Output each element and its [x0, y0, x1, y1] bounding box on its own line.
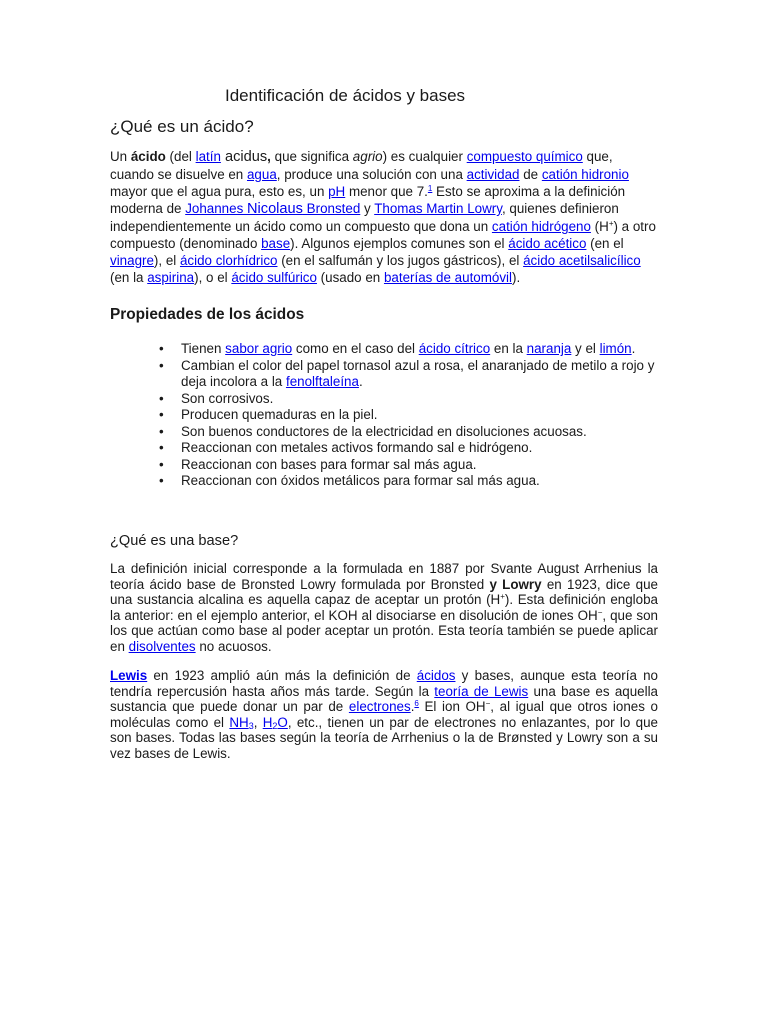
bullet: • — [159, 423, 164, 439]
term-acidus: acidus — [220, 149, 268, 165]
link-cation-hidrogeno[interactable]: catión hidrógeno — [491, 219, 591, 234]
text: y bases, aunque esta teoría no tendría repercusión hasta años más tarde. Según la — [110, 668, 658, 699]
link-acido-acetico[interactable]: ácido acético — [508, 236, 587, 251]
text: Esto se aproxima a la definición moderna de — [110, 184, 626, 216]
link-nh3[interactable] — [229, 715, 253, 730]
bullet: • — [159, 341, 164, 356]
text: ). Esta definición engloba la anterior: en el ejemplo anterior, el KOH al disociarse en disolución de iones OH — [110, 592, 659, 623]
bullet: • — [159, 456, 164, 472]
text: mayor que el agua pura, esto es, un — [110, 184, 329, 199]
link-ph[interactable]: pH — [328, 184, 346, 199]
text: Tienen — [181, 341, 226, 356]
link-aspirina[interactable]: aspirina — [147, 270, 195, 285]
document-title: Identificación de ácidos y bases — [225, 86, 466, 105]
link-part: H — [262, 714, 273, 730]
link-baterias-de-automovil[interactable]: baterías de automóvil — [383, 270, 512, 285]
text: La definición inicial corresponde a la formulada en 1887 por Svante August Arrhenius la teoría ácido base de Bronsted Lowry formulada por Bronsted — [110, 561, 658, 592]
link-compuesto-quimico[interactable]: compuesto químico — [466, 149, 583, 164]
superscript-plus: + — [500, 592, 505, 601]
text: de — [519, 167, 542, 182]
bullet: • — [159, 390, 164, 406]
text: (en el salfumán y los jugos gástricos), el — [277, 253, 524, 268]
text: una base es aquella sustancia que puede donar un par de — [110, 683, 659, 714]
text: (en la — [110, 270, 148, 285]
link-acido-clorhidrico[interactable]: ácido clorhídrico — [179, 253, 278, 268]
text: (usado en — [316, 270, 384, 285]
text: , etc., tienen un par de electrones no enlazantes, por lo que son bases. Todas las bases según la teoría de Arrhenius o la de Brønsted y Lowry son a su vez bases de Lewis. — [110, 714, 658, 761]
link-part: Johannes — [185, 201, 247, 216]
text: en 1923, dice que una sustancia alcalina es aquella capaz de aceptar un protón (H — [110, 576, 658, 607]
properties-heading: Propiedades de los ácidos — [110, 306, 305, 323]
link-acidos[interactable]: ácidos — [416, 668, 456, 683]
reference-6[interactable]: 6 — [414, 699, 419, 708]
link-fenolftaleina[interactable]: fenolftaleína — [285, 374, 359, 389]
link-sabor-agrio[interactable]: sabor agrio — [225, 341, 293, 356]
text: (H — [590, 219, 609, 234]
text: , produce una solución con una — [276, 167, 467, 182]
bullet: • — [159, 440, 164, 455]
text: ), el — [153, 253, 180, 268]
text: . — [631, 341, 636, 356]
text: como en el caso del — [292, 341, 419, 356]
link-part: NH — [229, 714, 249, 730]
text: Reaccionan con metales activos formando sal e hidrógeno. — [181, 440, 533, 455]
link-part: Nicolaus — [246, 201, 303, 217]
text: ). Algunos ejemplos comunes son el — [290, 236, 509, 251]
term-y-lowry: y Lowry — [489, 576, 542, 592]
text: (del — [165, 149, 196, 164]
text: , quienes definieron independientemente un ácido como un compuesto que dona un — [110, 201, 619, 234]
list-item — [159, 358, 655, 391]
link-lewis[interactable]: Lewis — [110, 668, 148, 683]
link-cation-hidronio[interactable]: catión hidronio — [541, 167, 629, 182]
link-disolventes[interactable]: disolventes — [128, 638, 196, 654]
link-part: Bro — [302, 201, 328, 216]
link-naranja[interactable]: naranja — [526, 341, 572, 356]
link-part: nsted — [327, 201, 361, 216]
reference-1[interactable]: 1 — [427, 184, 433, 193]
lewis-paragraph — [110, 668, 658, 761]
list-item — [159, 473, 655, 490]
text: Son corrosivos. — [181, 390, 274, 406]
link-limon[interactable]: limón — [599, 341, 632, 356]
text: que significa — [270, 149, 353, 164]
link-teoria-de-lewis[interactable]: teoría de Lewis — [434, 683, 529, 699]
acid-heading: ¿Qué es un ácido? — [110, 117, 254, 136]
text: ). — [511, 270, 521, 285]
text: (en el — [586, 236, 624, 251]
list-item — [159, 407, 655, 424]
link-latin[interactable]: latín — [195, 149, 221, 164]
link-actividad[interactable]: actividad — [466, 167, 520, 182]
subscript: 3 — [248, 720, 254, 731]
text: , que son los que actúan como base al poder aceptar un protón. Esta teoría también se puede aplicar en — [110, 607, 659, 654]
text: ) es cualquier — [382, 149, 467, 164]
text: no acuosos. — [195, 638, 272, 654]
link-acido-sulfurico[interactable]: ácido sulfúrico — [231, 270, 317, 285]
text: y — [360, 201, 375, 216]
text: Cambian el color del papel tornasol azul a rosa, el anaranjado de metilo a rojo y deja incolora a la — [181, 357, 655, 389]
bullet: • — [159, 473, 164, 488]
text: y el — [571, 341, 600, 356]
text: Reaccionan con óxidos metálicos para formar sal más agua. — [181, 473, 540, 488]
text: Un — [110, 149, 131, 164]
text: Son buenos conductores de la electricidad en disoluciones acuosas. — [181, 423, 587, 439]
list-item — [159, 341, 655, 358]
superscript-plus: + — [608, 219, 614, 228]
link-electrones[interactable]: electrones — [348, 699, 411, 714]
link-base[interactable]: base — [261, 236, 291, 251]
text: , — [253, 714, 263, 730]
list-item — [159, 457, 655, 474]
link-agua[interactable]: agua — [246, 167, 277, 182]
superscript-minus: − — [485, 699, 491, 708]
bullet: • — [159, 407, 164, 422]
link-johannes-bronsted[interactable] — [185, 201, 360, 216]
link-acido-acetilsalicilico[interactable]: ácido acetilsalicílico — [523, 253, 641, 268]
properties-list — [159, 341, 655, 490]
text: ), o el — [194, 270, 232, 285]
bullet: • — [159, 357, 164, 373]
text: que, cuando se disuelve en — [110, 149, 613, 182]
term-agrio: agrio — [352, 149, 383, 164]
text: . — [410, 699, 415, 714]
superscript-minus: − — [597, 607, 603, 617]
text: en 1923 amplió aún más la definición de — [147, 668, 417, 683]
link-acido-citrico[interactable]: ácido cítrico — [418, 341, 491, 356]
term-acid: ácido — [130, 149, 166, 164]
base-definition-paragraph — [110, 561, 658, 654]
text: ) a otro compuesto (denominado — [110, 219, 656, 251]
link-vinagre[interactable]: vinagre — [110, 253, 154, 268]
list-item — [159, 391, 655, 408]
list-item — [159, 424, 655, 441]
link-h2o[interactable] — [263, 715, 288, 730]
comma: , — [267, 149, 271, 164]
list-item — [159, 440, 655, 457]
subscript: 2 — [272, 720, 278, 731]
text: , al igual que otros iones o moléculas como el — [110, 699, 659, 730]
link-thomas-martin-lowry[interactable]: Thomas Martin Lowry — [374, 201, 502, 216]
base-heading: ¿Qué es una base? — [110, 533, 239, 549]
text: El ion OH — [418, 699, 486, 714]
text: Reaccionan con bases para formar sal más agua. — [181, 456, 477, 472]
text: Producen quemaduras en la piel. — [181, 407, 378, 422]
text: en la — [490, 341, 527, 356]
link-part: O — [277, 714, 288, 730]
text: . — [358, 374, 363, 389]
acid-intro-paragraph — [110, 148, 658, 286]
text: menor que 7. — [345, 184, 428, 199]
